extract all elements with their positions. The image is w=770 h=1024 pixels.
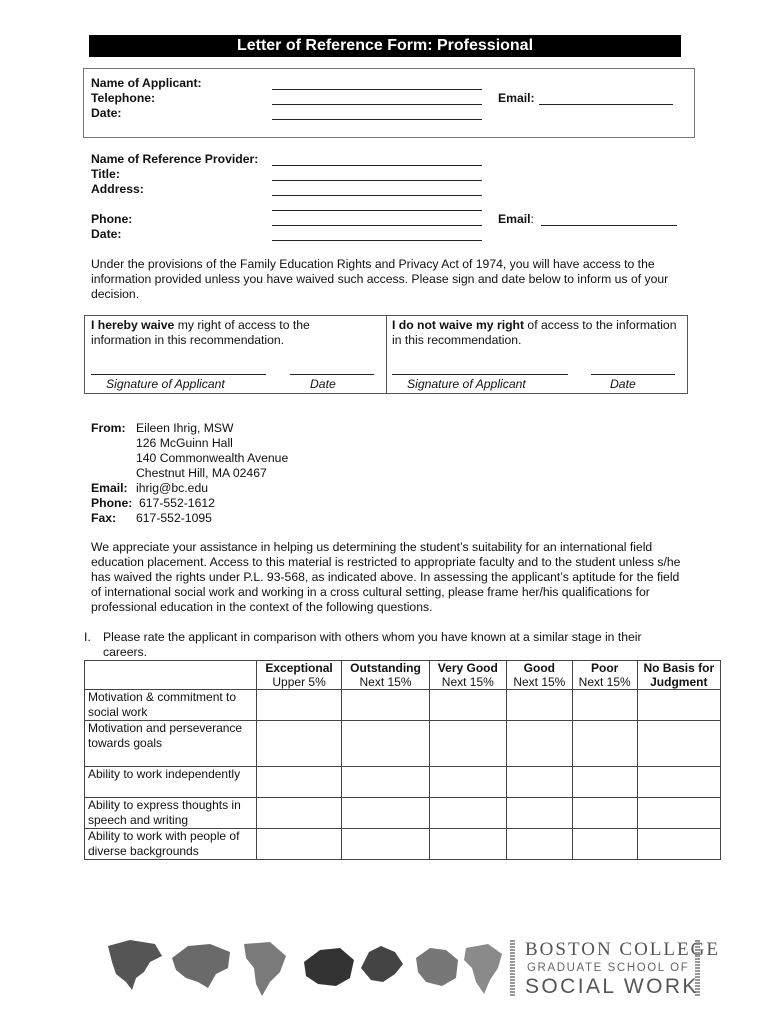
rating-cell[interactable] [572,829,637,860]
rating-cell[interactable] [572,690,637,721]
rating-cell[interactable] [506,767,572,798]
col-header-poor [572,661,637,690]
waive-date-label: Date [310,377,336,391]
from-name: Eileen Ihrig, MSW [136,421,234,435]
logo-line-3: SOCIAL WORK [525,975,699,998]
rating-cell[interactable] [256,690,341,721]
from-address-line-2: 140 Commonwealth Avenue [136,451,289,465]
waive-option [91,318,371,348]
rating-cell[interactable] [342,690,429,721]
criterion-label: Ability to express thoughts in speech and writing [85,798,257,829]
criterion-label: Ability to work independently [85,767,257,798]
criterion-label: Ability to work with people of diverse backgrounds [85,829,257,860]
rating-cell[interactable] [342,721,429,767]
criteria-header [85,661,257,690]
rating-cell[interactable] [342,798,429,829]
africa-map-icon [458,938,508,998]
waive-signature-field[interactable] [91,374,266,375]
rating-cell[interactable] [429,690,506,721]
col-label: Exceptional [265,661,333,675]
no-waive-signature-label: Signature of Applicant [407,377,526,391]
reference-email-label-wrap: Email: [498,212,534,226]
col-label: Poor [591,661,619,675]
europe-map-icon [355,938,410,998]
col-header-no-basis [637,661,720,690]
reference-name-field[interactable] [272,165,482,166]
rating-cell[interactable] [256,767,341,798]
rating-cell[interactable] [256,798,341,829]
table-row [85,767,721,798]
reference-date-label: Date: [91,227,122,241]
col-header-outstanding [342,661,429,690]
waive-text: my right of access to the information in this recommendation. [91,318,310,347]
rating-cell[interactable] [256,721,341,767]
question-1-text: Please rate the applicant in comparison with others whom you have known at a similar stage in their careers. [103,630,642,659]
from-address-line-3: Chestnut Hill, MA 02467 [136,466,267,480]
from-fax: 617-552-1095 [136,511,212,525]
col-sub: Next 15% [359,675,412,689]
rating-cell[interactable] [637,798,720,829]
from-phone: 617-552-1612 [139,496,215,510]
north-america-map-icon [100,938,170,998]
from-address-line-1: 126 McGuinn Hall [136,436,233,450]
reference-date-field[interactable] [272,240,482,241]
rating-cell[interactable] [342,767,429,798]
rating-cell[interactable] [572,721,637,767]
from-label: From: [91,421,126,435]
col-header-good [506,661,572,690]
applicant-email-label: Email: [498,91,535,105]
reference-email-field[interactable] [541,225,677,226]
logo-line-2: GRADUATE SCHOOL OF [527,962,690,974]
australia-map-icon [410,938,465,998]
waiver-divider [386,316,387,393]
reference-name-label: Name of Reference Provider: [91,152,259,166]
no-waive-text: of access to the information in this recommendation. [392,318,677,347]
applicant-date-label: Date: [91,106,122,120]
col-sub: Upper 5% [272,675,326,689]
reference-address-field-2[interactable] [272,210,482,211]
applicant-telephone-field[interactable] [272,104,482,105]
appreciation-paragraph: We appreciate your assistance in helping us determining the student’s suitability for an international field education placement. Access to this material is restricted to appropriate faculty and to the student unless s/he has waived the rights under P.L. 93-568, as indicated above. In assessing the applicant’s aptitude for the field of international social work and working in a cross cultural setting, please frame her/his qualifications for professional education in the context of the following questions. [91,540,681,614]
reference-phone-label: Phone: [91,212,133,226]
rating-cell[interactable] [637,690,720,721]
ferpa-paragraph: Under the provisions of the Family Education Rights and Privacy Act of 1974, you will have access to the information provided unless you have waived such access. Please sign and date below to inform us of your decision. [91,257,669,301]
rating-cell[interactable] [342,829,429,860]
rating-cell[interactable] [506,829,572,860]
rating-cell[interactable] [506,690,572,721]
col-label: Good [523,661,555,675]
reference-address-label: Address: [91,182,144,196]
applicant-date-field[interactable] [272,119,482,120]
rating-cell[interactable] [429,767,506,798]
reference-phone-field[interactable] [272,225,482,226]
no-waive-signature-field[interactable] [392,374,568,375]
rating-cell[interactable] [572,798,637,829]
col-sub: Judgment [650,675,708,689]
col-header-very-good [429,661,506,690]
col-label: No Basis for [643,661,715,675]
question-1-number: I. [84,630,91,644]
reference-title-label: Title: [91,167,120,181]
rating-cell[interactable] [637,721,720,767]
rating-cell[interactable] [429,721,506,767]
antarctica-map-icon [298,938,358,998]
table-row [85,690,721,721]
from-fax-label: Fax: [91,511,117,525]
rating-cell[interactable] [256,829,341,860]
criterion-label: Motivation & commitment to social work [85,690,257,721]
asia-map-icon [168,938,236,998]
reference-email-label: Email [498,212,531,226]
col-sub: Next 15% [513,675,566,689]
no-waive-date-field[interactable] [591,374,675,375]
table-row [85,798,721,829]
rating-cell[interactable] [506,721,572,767]
reference-title-field[interactable] [272,180,482,181]
rating-cell[interactable] [572,767,637,798]
from-phone-label: Phone: [91,496,133,510]
table-row [85,829,721,860]
rating-cell[interactable] [429,829,506,860]
rating-table [84,660,721,860]
waive-date-field[interactable] [290,374,374,375]
no-waive-date-label: Date [610,377,636,391]
page-title: Letter of Reference Form: Professional [89,35,681,57]
rating-cell[interactable] [506,798,572,829]
from-email[interactable]: ihrig@bc.edu [136,481,208,495]
criterion-label: Motivation and perseverance towards goals [85,721,257,767]
applicant-email-field[interactable] [539,104,673,105]
rating-cell[interactable] [637,829,720,860]
logo-line-1: BOSTON COLLEGE [525,939,720,960]
south-america-map-icon [236,938,296,998]
waive-signature-label: Signature of Applicant [106,377,225,391]
waiver-box [84,315,688,394]
from-email-label: Email: [91,481,128,495]
applicant-telephone-label: Telephone: [91,91,156,105]
col-header-exceptional [256,661,341,690]
table-row [85,721,721,767]
no-waive-option [392,318,682,348]
col-label: Outstanding [350,661,421,675]
applicant-name-label: Name of Applicant: [91,76,202,90]
reference-address-field-1[interactable] [272,195,482,196]
col-label: Very Good [437,661,498,675]
rating-cell[interactable] [429,798,506,829]
col-sub: Next 15% [441,675,494,689]
no-waive-bold: I do not waive my right [392,318,525,332]
rating-cell[interactable] [637,767,720,798]
applicant-name-field[interactable] [272,89,482,90]
col-sub: Next 15% [578,675,631,689]
waive-bold: I hereby waive [91,318,175,332]
logo-bar-icon [510,940,515,996]
